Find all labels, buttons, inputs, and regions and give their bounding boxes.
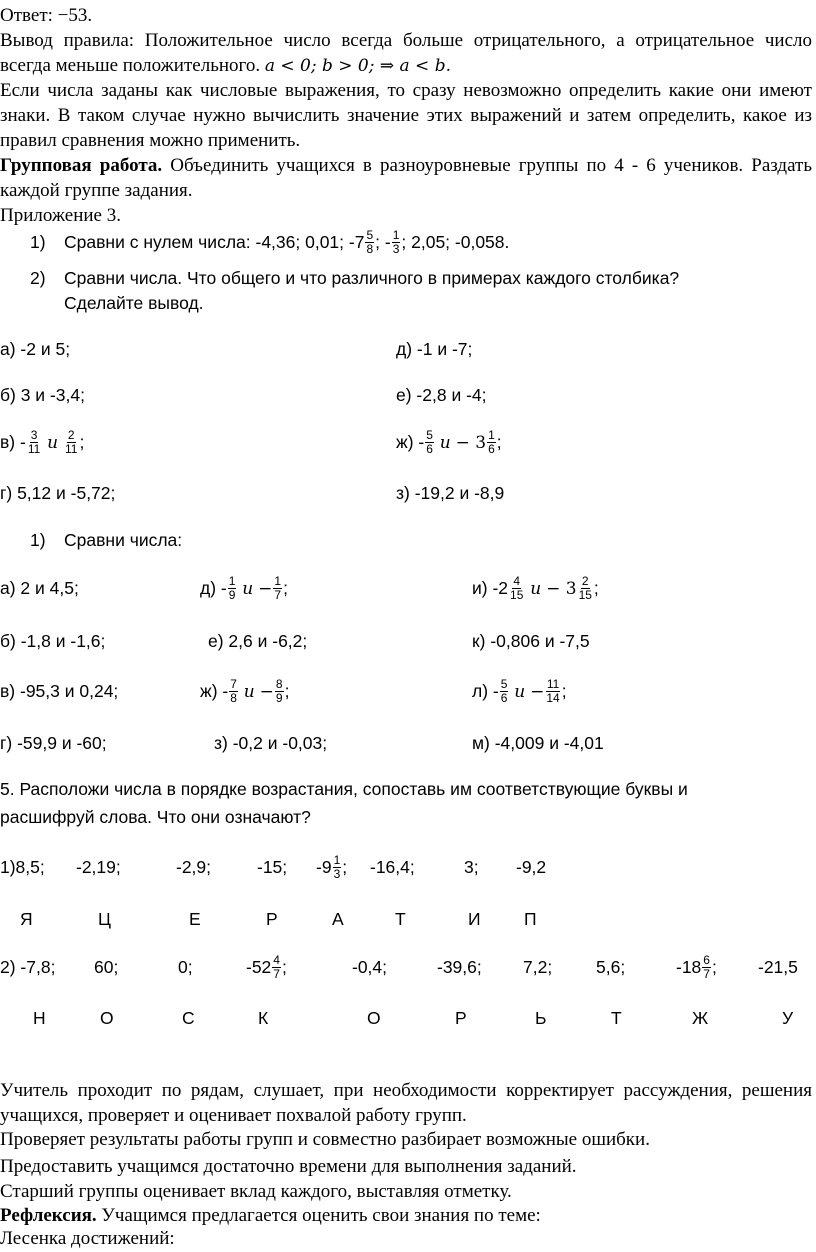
numerator: 5 [366, 228, 374, 242]
row2-number: -0,4; [352, 957, 388, 977]
denominator: 7 [703, 967, 710, 981]
numerator: 1 [392, 228, 400, 242]
denominator: 3 [333, 867, 341, 881]
example-d2: д) - $\frac{1}{9}$ и − $\frac{1}{7}$ ; [200, 574, 288, 602]
ladder-line: Лесенка достижений: [0, 1228, 175, 1249]
fraction [392, 229, 401, 256]
example-label: л) - [472, 681, 499, 702]
math-part: − 3 [546, 579, 577, 600]
row2-number: -52 $\frac{4}{7}$ ; [246, 953, 287, 981]
row1-number: -9,2 [516, 857, 547, 877]
numerator: 8 [275, 677, 283, 691]
row2-letter: К [258, 1008, 269, 1028]
fraction [545, 678, 560, 705]
row2-letter: Ж [692, 1008, 709, 1028]
fraction [509, 575, 524, 602]
row1-letter: А [332, 909, 344, 929]
row2-letter: С [182, 1008, 195, 1028]
reflection-label: Рефлексия. [0, 1205, 97, 1226]
example-label: д) - [200, 578, 227, 599]
math-part: − [259, 682, 274, 703]
fraction [228, 575, 237, 602]
row2-number: 60; [94, 957, 119, 977]
row1-number: -15; [257, 857, 288, 877]
row1-letter: Т [395, 909, 406, 929]
conjunction: и [47, 433, 59, 454]
fraction [702, 954, 711, 981]
fraction [578, 575, 593, 602]
row2-letter: О [367, 1008, 381, 1028]
check-line: Проверяет результаты работы групп и совместно разбирает возможные ошибки. [0, 1129, 650, 1150]
denominator: 9 [228, 588, 236, 602]
fraction [64, 429, 78, 456]
row1-number: -2,9; [176, 857, 212, 877]
row1-number: -16,4; [370, 857, 415, 877]
time-line: Предоставить учащимся достаточно времени для выполнения заданий. [0, 1156, 577, 1177]
numerator: 2 [67, 428, 75, 442]
fraction [273, 575, 282, 602]
example-b: б) 3 и -3,4; [0, 385, 85, 405]
example-zh2: ж) - $\frac{7}{8}$ и − $\frac{8}{9}$ ; [200, 677, 290, 705]
numerator: 1 [488, 428, 495, 442]
rule-paragraph [0, 28, 812, 79]
example-z: з) -19,2 и -8,9 [396, 483, 505, 503]
denominator: 15 [578, 588, 592, 602]
example-m2: м) -4,009 и -4,01 [472, 733, 604, 753]
task1-text-end: ; 2,05; -0,058. [401, 232, 510, 253]
task2-line1: Сравни числа. Что общего и что различного в примерах каждого столбика? [64, 268, 680, 288]
denominator: 3 [392, 242, 400, 256]
mixed-number-whole: -18 [676, 957, 702, 978]
denominator: 11 [27, 442, 41, 456]
row2-number: 2) -7,8; [0, 957, 56, 977]
example-g2: г) -59,9 и -60; [0, 733, 107, 753]
example-d: д) -1 и -7; [396, 339, 473, 359]
mixed-number-whole: -52 [246, 957, 272, 978]
fraction [425, 429, 434, 456]
task3-number: 1) [30, 530, 46, 550]
numerator: 3 [30, 428, 38, 442]
row2-number: -39,6; [437, 957, 482, 977]
fraction [333, 854, 342, 881]
denominator: 15 [510, 588, 524, 602]
numerator: 4 [513, 574, 521, 588]
numerator: 4 [273, 953, 280, 967]
example-label: в) - [0, 432, 26, 453]
numerator: 1 [228, 574, 236, 588]
denominator: 7 [274, 588, 282, 602]
group-work-label: Групповая работа. [0, 155, 163, 176]
numerator: 2 [581, 574, 589, 588]
example-e: е) -2,8 и -4; [396, 385, 487, 405]
example-b2: б) -1,8 и -1,6; [0, 631, 106, 651]
example-z2: з) -0,2 и -0,03; [214, 733, 328, 753]
example-a: а) -2 и 5; [0, 339, 71, 359]
task5-line1: 5. Расположи числа в порядке возрастания, сопоставь им соответствующие буквы и [0, 779, 688, 799]
row2-letter: О [100, 1008, 114, 1028]
numerator: 5 [426, 428, 433, 442]
denominator: 8 [366, 242, 374, 256]
denominator: 7 [273, 967, 280, 981]
example-label: и) -2 [472, 578, 509, 599]
row2-letter: Н [33, 1008, 46, 1028]
task2-number: 2) [30, 268, 46, 288]
task1-number: 1) [30, 232, 46, 252]
fraction [27, 429, 41, 456]
denominator: 11 [65, 442, 78, 456]
row2-number: -18 $\frac{6}{7}$ ; [676, 953, 717, 981]
example-g: г) 5,12 и -5,72; [0, 483, 116, 503]
fraction [275, 678, 284, 705]
example-e2: е) 2,6 и -6,2; [208, 631, 308, 651]
task3-text: Сравни числа: [64, 530, 183, 550]
reflection-text: Учащимся предлагается оценить свои знания по теме: [101, 1205, 541, 1226]
row1-letter: П [524, 909, 537, 929]
task1-text-start: Сравни с нулем числа: -4,36; 0,01; -7 [64, 232, 365, 253]
row1-letter: Я [20, 909, 33, 929]
row1-letter: Ц [98, 909, 111, 929]
row2-letter: У [782, 1008, 794, 1028]
fraction [272, 954, 281, 981]
rule-formula: a < 0; b > 0; ⇒ a < b. [264, 56, 451, 76]
math-part: − 3 [455, 433, 487, 454]
appendix-label: Приложение 3. [0, 205, 121, 226]
denominator: 9 [275, 691, 283, 705]
conjunction: и [242, 579, 254, 600]
elder-line: Старший группы оценивает вклад каждого, выставляя отметку. [0, 1181, 512, 1202]
numerator: 6 [703, 953, 710, 967]
denominator: 6 [488, 442, 495, 456]
denominator: 14 [546, 691, 560, 705]
row1-number: -9 $\frac{1}{3}$ ; [316, 853, 348, 881]
row2-number: 7,2; [523, 957, 553, 977]
answer-line: Ответ: −53. [0, 5, 93, 26]
mixed-number-whole: -9 [316, 857, 332, 878]
row2-number: 5,6; [596, 957, 626, 977]
row1-number: 3; [464, 857, 479, 877]
reflection-line [0, 1203, 541, 1228]
fraction [500, 678, 509, 705]
fraction [229, 678, 238, 705]
row2-letter: Т [611, 1008, 622, 1028]
row2-number: -21,5 [758, 957, 798, 977]
numerator: 7 [230, 677, 237, 691]
row2-letter: Р [455, 1008, 467, 1028]
group-work-text: Объединить учащихся в разноуровневые группы по 4 - 6 учеников. Раздать каждой группе задания. [0, 155, 813, 201]
example-zh: ж) - $\frac{5}{6}$ и − 3 $\frac{1}{6}$ ; [396, 428, 502, 456]
task1-text-mid: ; - [375, 232, 391, 253]
numerator: 1 [274, 574, 282, 588]
math-part: − [258, 579, 273, 600]
expressions-paragraph: Если числа заданы как числовые выражения, то сразу невозможно определить какие они имеют знаки. В таком случае нужно вычислить значение этих выражений и затем определить, какое из правил сравнения можно применить. [0, 80, 812, 151]
conjunction: и [514, 682, 526, 703]
row1-letter: Р [266, 909, 278, 929]
task2-line2: Сделайте вывод. [64, 293, 204, 313]
numerator: 5 [500, 677, 508, 691]
example-l2: л) - $\frac{5}{6}$ и − $\frac{11}{14}$ ; [472, 677, 567, 705]
example-k2: к) -0,806 и -7,5 [472, 631, 590, 651]
row1-number: -2,19; [76, 857, 121, 877]
row1-letter: И [468, 909, 481, 929]
example-v2: в) -95,3 и 0,24; [0, 681, 119, 701]
teacher-paragraph: Учитель проходит по рядам, слушает, при необходимости корректирует рассуждения, решения учащихся, проверяет и оценивает похвалой работу групп. [0, 1080, 812, 1126]
conjunction: и [439, 433, 451, 454]
denominator: 6 [426, 442, 433, 456]
fraction [365, 229, 374, 256]
fraction [487, 429, 496, 456]
task5-line2: расшифруй слова. Что они означают? [0, 807, 311, 827]
row1-letter: Е [189, 909, 201, 929]
example-label: ж) - [200, 681, 229, 702]
denominator: 8 [230, 691, 237, 705]
numerator: 1 [333, 853, 341, 867]
example-label: ж) - [396, 432, 425, 453]
conjunction: и [530, 579, 542, 600]
conjunction: и [243, 682, 255, 703]
example-i2: и) -2 $\frac{4}{15}$ и − 3 $\frac{2}{15}$ ; [472, 574, 599, 602]
example-a2: а) 2 и 4,5; [0, 578, 79, 598]
group-work-paragraph [0, 153, 812, 203]
row2-letter: Ь [535, 1008, 547, 1028]
example-v: в) - $\frac{3}{11}$ и $\frac{2}{11}$ ; [0, 428, 85, 456]
row2-number: 0; [178, 957, 193, 977]
row1-number: 1)8,5; [0, 857, 45, 877]
denominator: 6 [500, 691, 508, 705]
rule-text: Вывод правила: Положительное число всегда больше отрицательного, а отрицательное число всегда меньше положительного. [0, 30, 812, 76]
math-part: − [530, 682, 545, 703]
numerator: 11 [546, 677, 560, 691]
task1-text [64, 230, 509, 257]
